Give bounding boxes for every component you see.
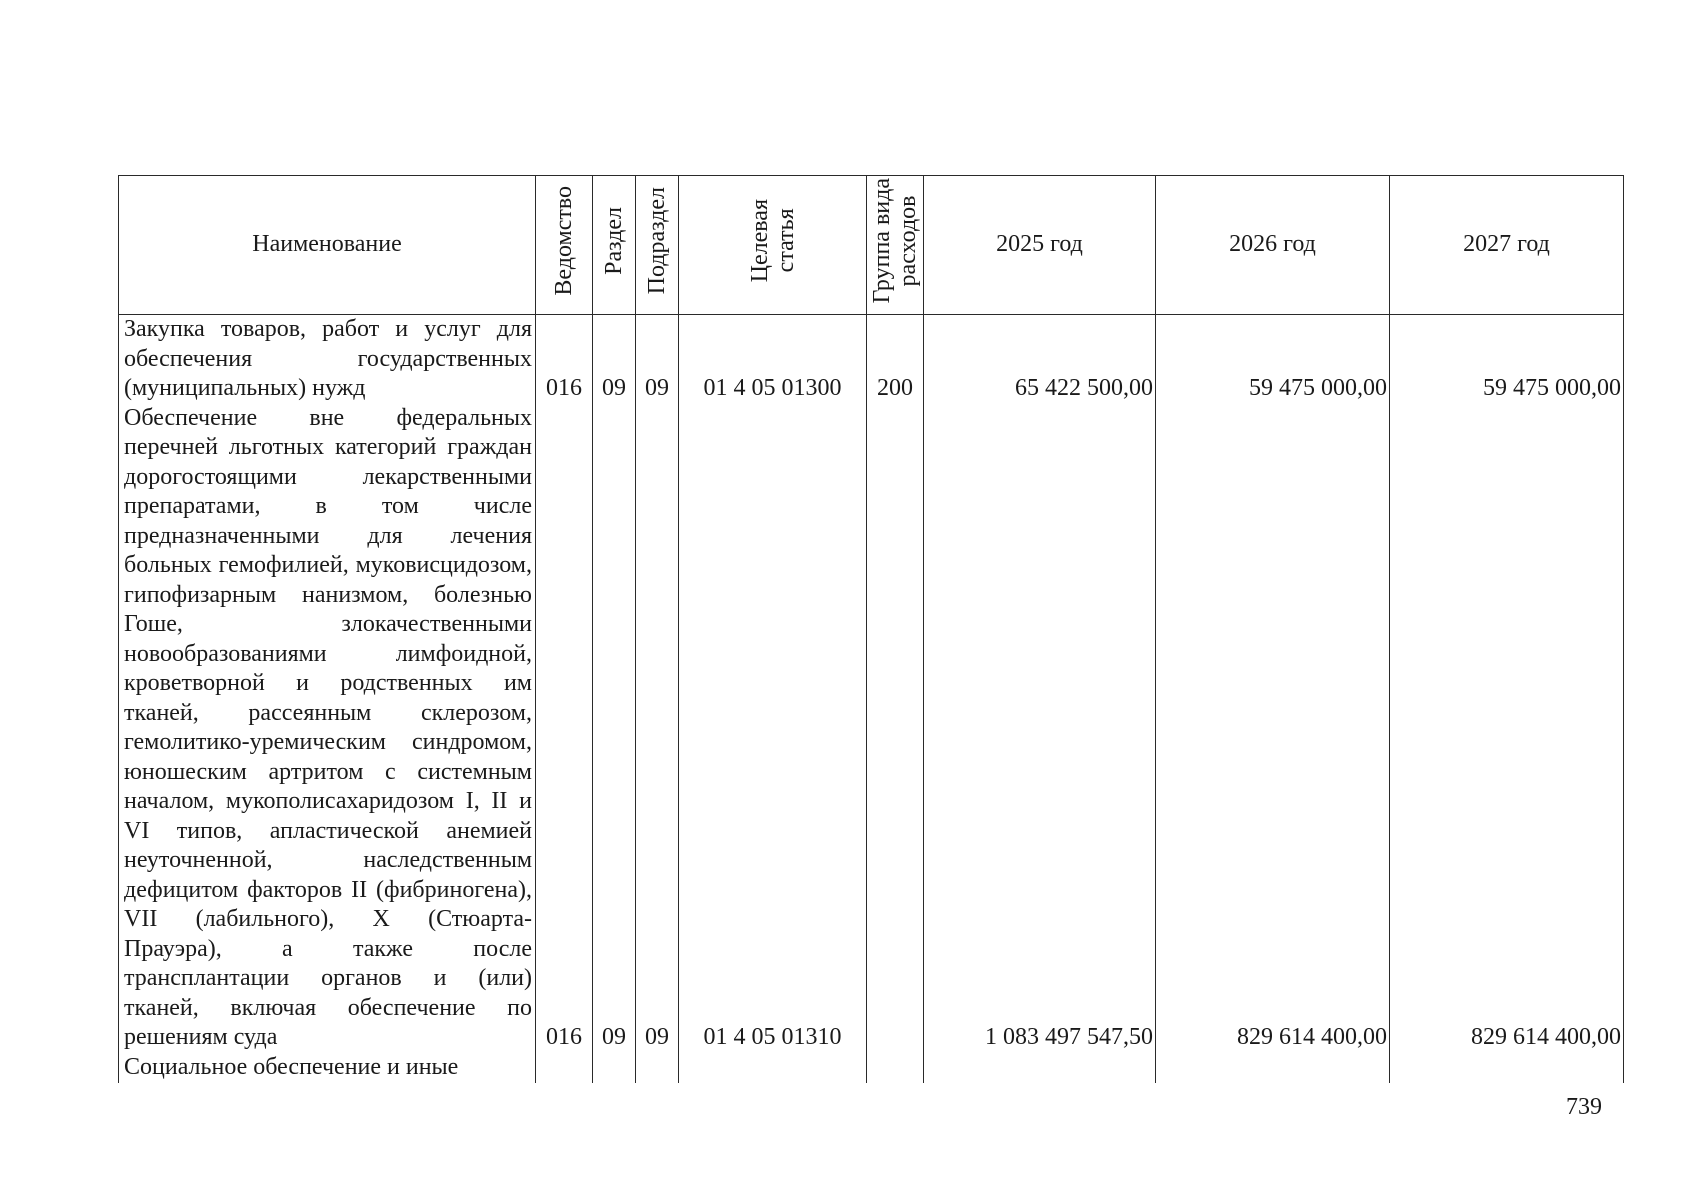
budget-table bbox=[118, 175, 1624, 1083]
header-year-2026: 2026 год bbox=[1156, 176, 1390, 315]
row-value-2027: 829 614 400,00 bbox=[1390, 404, 1624, 1053]
row-department: 016 bbox=[536, 404, 593, 1053]
row-department: 016 bbox=[536, 315, 593, 404]
header-target-article: Целевая статья bbox=[679, 176, 867, 315]
table-header-row bbox=[119, 176, 1624, 315]
row-section: 09 bbox=[593, 315, 636, 404]
header-section: Раздел bbox=[593, 176, 636, 315]
page-number: 739 bbox=[1566, 1094, 1602, 1120]
header-department: Ведомство bbox=[536, 176, 593, 315]
row-subsection: 09 bbox=[636, 404, 679, 1053]
row-target-article: 01 4 05 01310 bbox=[679, 404, 867, 1053]
row-value-2025: 1 083 497 547,50 bbox=[924, 404, 1156, 1053]
row-name: Закупка товаров, работ и услуг для обеспечения государственных (муниципальных) нужд bbox=[119, 315, 536, 404]
row-target-article: 01 4 05 01300 bbox=[679, 315, 867, 404]
row-name: Социальное обеспечение и иные bbox=[119, 1053, 536, 1083]
row-subsection: 09 bbox=[636, 315, 679, 404]
header-year-2025: 2025 год bbox=[924, 176, 1156, 315]
table-row bbox=[119, 404, 1624, 1053]
table-row bbox=[119, 315, 1624, 404]
row-section: 09 bbox=[593, 404, 636, 1053]
header-subsection: Подраздел bbox=[636, 176, 679, 315]
header-name: Наименование bbox=[119, 176, 536, 315]
row-value-2027: 59 475 000,00 bbox=[1390, 315, 1624, 404]
row-name: Обеспечение вне федеральных перечней льготных категорий граждан дорогостоящими лекарственными препаратами, в том числе предназначенными для лечения больных гемофилией, муковисцидозом, гипофизарным нанизмом, болезнью Гоше, злокачественными новообразованиями лимфоидной, кроветворной и родственных им тканей, рассеянным склерозом, гемолитико-уремическим синдромом, юношеским артритом с системным началом, мукополисахаридозом I, II и VI типов, апластической анемией неуточненной, наследственным дефицитом факторов II (фибриногена), VII (лабильного), X (Стюарта-Прауэра), а также после трансплантации органов и (или) тканей, включая обеспечение по решениям суда bbox=[119, 404, 536, 1053]
row-expense-group: 200 bbox=[867, 315, 924, 404]
row-value-2026: 829 614 400,00 bbox=[1156, 404, 1390, 1053]
row-expense-group bbox=[867, 404, 924, 1053]
header-year-2027: 2027 год bbox=[1390, 176, 1624, 315]
table-row bbox=[119, 1053, 1624, 1083]
header-expense-group: Группа вида расходов bbox=[867, 176, 924, 315]
row-value-2026: 59 475 000,00 bbox=[1156, 315, 1390, 404]
row-value-2025: 65 422 500,00 bbox=[924, 315, 1156, 404]
